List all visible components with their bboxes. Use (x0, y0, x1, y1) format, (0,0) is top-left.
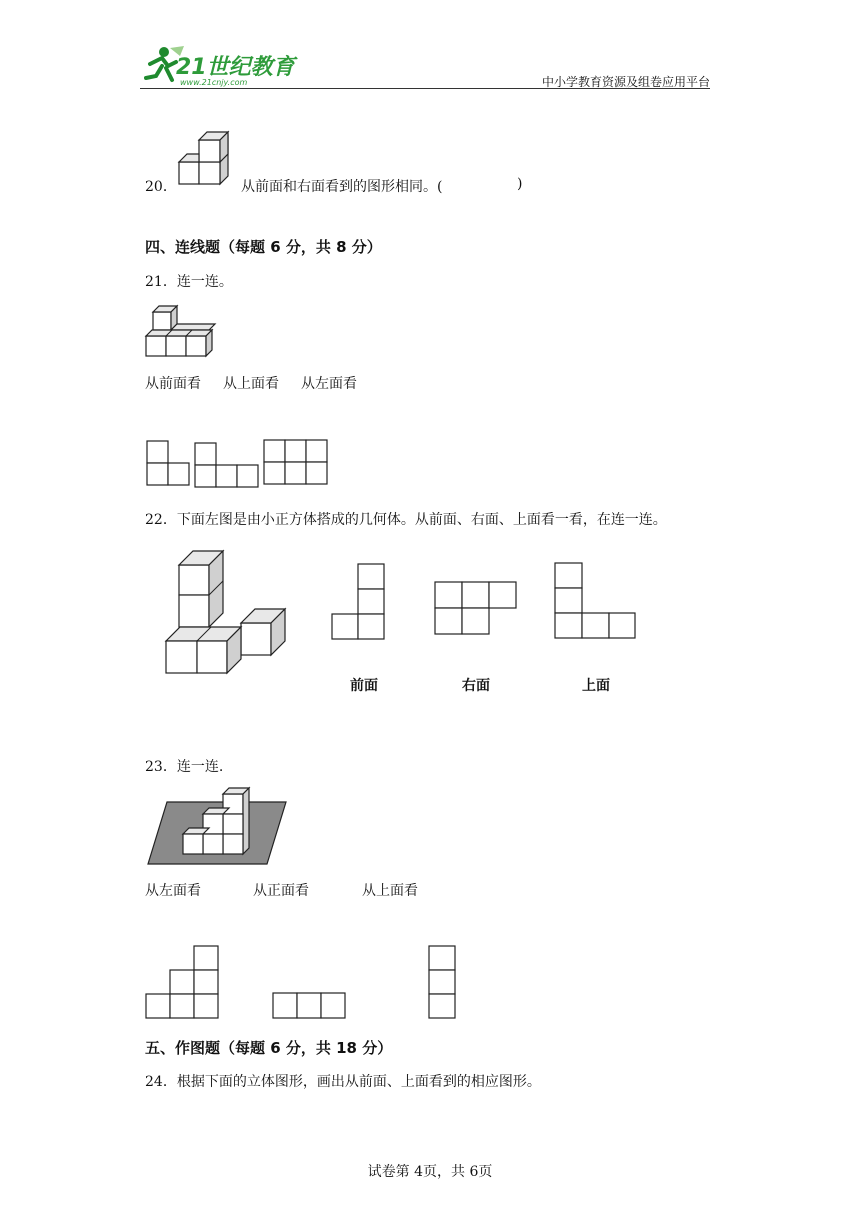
header-divider (140, 88, 710, 89)
section-5-title: 五、作图题（每题 6 分，共 18 分） (145, 1039, 393, 1057)
header-platform-text: 中小学教育资源及组卷应用平台 (541, 75, 710, 89)
q22-view-right (434, 581, 518, 636)
page-footer: 试卷第 4页，共 6页 (367, 1164, 493, 1180)
logo-text: 21世纪教育 (176, 55, 295, 80)
q22-label-top: 上面 (582, 678, 610, 694)
q23-label-left: 从左面看 (145, 883, 201, 899)
q22-view-top (554, 562, 638, 642)
q20-answer-close: ) (517, 176, 523, 192)
q23-view-a (146, 944, 222, 1020)
q22-cube-figure (165, 549, 290, 674)
q21-view-a (147, 441, 191, 487)
section-4-title: 四、连线题（每题 6 分，共 8 分） (145, 238, 382, 256)
q20-text: 从前面和右面看到的图形相同。( (241, 179, 443, 195)
q23-view-b (272, 992, 348, 1020)
q23-view-c (428, 944, 458, 1020)
header-logo (140, 44, 310, 88)
q24-text: 24．根据下面的立体图形，画出从前面、上面看到的相应图形。 (145, 1074, 541, 1090)
q23-cube-figure (147, 786, 289, 866)
q20-cube-figure (178, 130, 240, 186)
q20-number: 20． (145, 179, 177, 195)
runner-icon (140, 44, 180, 84)
q23-label-top: 从上面看 (362, 883, 418, 899)
q22-view-front (331, 563, 389, 643)
q21-label-left: 从左面看 (301, 376, 357, 392)
q21-view-c (264, 440, 330, 486)
q21-label-top: 从上面看 (223, 376, 279, 392)
q21-view-b (195, 443, 261, 489)
q22-label-right: 右面 (462, 678, 490, 694)
q22-label-front: 前面 (350, 678, 378, 694)
q23-label-front: 从正面看 (253, 883, 309, 899)
q21-label-front: 从前面看 (145, 376, 201, 392)
q23-title: 23．连一连. (145, 759, 224, 775)
q21-title: 21．连一连。 (145, 274, 233, 290)
q21-cube-figure (145, 300, 217, 358)
logo-url: www.21cnjy.com (180, 78, 248, 87)
q22-text: 22．下面左图是由小正方体搭成的几何体。从前面、右面、上面看一看，在连一连。 (145, 512, 667, 528)
